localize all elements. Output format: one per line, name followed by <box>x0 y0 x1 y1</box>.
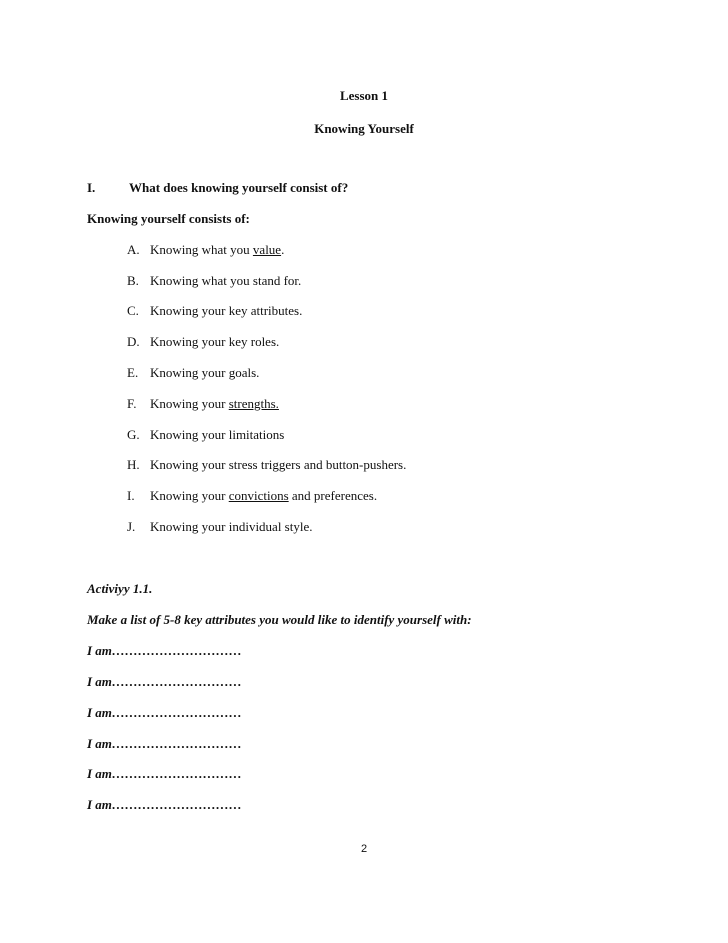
list-item-text: Knowing your limitations <box>150 427 285 442</box>
fill-in-line: I am………………………… <box>87 766 242 781</box>
list-item-letter: B. <box>127 273 139 288</box>
list-item-link[interactable]: value <box>252 242 282 257</box>
list-item-letter: H. <box>127 457 140 472</box>
activity-prompt: Make a list of 5-8 key attributes you would like to identify yourself with: <box>87 612 472 627</box>
fill-in-line: I am………………………… <box>87 736 242 751</box>
lesson-label: Lesson 1 <box>339 88 389 103</box>
list-item-letter: A. <box>127 242 140 257</box>
list-item-letter: J. <box>127 519 136 534</box>
fill-in-line: I am………………………… <box>87 705 242 720</box>
list-item-text: Knowing your stress triggers and button-pushers. <box>150 457 407 472</box>
list-item-text: Knowing your individual style. <box>150 519 313 534</box>
list-item-text: Knowing your goals. <box>150 365 260 380</box>
activity-title: Activiyy 1.1. <box>87 581 153 596</box>
list-item <box>127 519 313 535</box>
list-item-text: Knowing your <box>150 488 229 503</box>
list-item <box>127 242 284 258</box>
list-item-text: Knowing your key attributes. <box>150 303 303 318</box>
list-item-link[interactable]: convictions <box>228 488 289 503</box>
list-item <box>127 334 279 350</box>
list-item <box>127 488 377 504</box>
list-item-text: Knowing what you stand for. <box>150 273 302 288</box>
list-item-text: Knowing your key roles. <box>150 334 280 349</box>
list-item <box>127 365 259 381</box>
list-item <box>127 303 302 319</box>
lesson-title: Knowing Yourself <box>314 121 414 136</box>
list-item-suffix: and preferences. <box>288 488 378 503</box>
list-item <box>127 427 284 443</box>
fill-in-line: I am………………………… <box>87 674 242 689</box>
list-item-text: Knowing what you <box>150 242 253 257</box>
list-item-link[interactable]: strengths. <box>228 396 279 411</box>
section-question: What does knowing yourself consist of? <box>129 180 349 195</box>
list-item-letter: G. <box>127 427 140 442</box>
list-item-letter: C. <box>127 303 139 318</box>
section-numeral: I. <box>87 180 96 195</box>
list-item-letter: F. <box>127 396 137 411</box>
list-item-letter: E. <box>127 365 139 380</box>
list-item-text: Knowing your <box>150 396 229 411</box>
list-item <box>127 396 279 412</box>
list-item-suffix: . <box>281 242 285 257</box>
list-item <box>127 273 301 289</box>
list-item <box>127 457 406 473</box>
fill-in-line: I am………………………… <box>87 797 242 812</box>
page-number: 2 <box>360 843 368 855</box>
list-item-letter: D. <box>127 334 140 349</box>
list-item-letter: I. <box>127 488 135 503</box>
fill-in-line: I am………………………… <box>87 643 242 658</box>
intro-text: Knowing yourself consists of: <box>87 211 250 226</box>
